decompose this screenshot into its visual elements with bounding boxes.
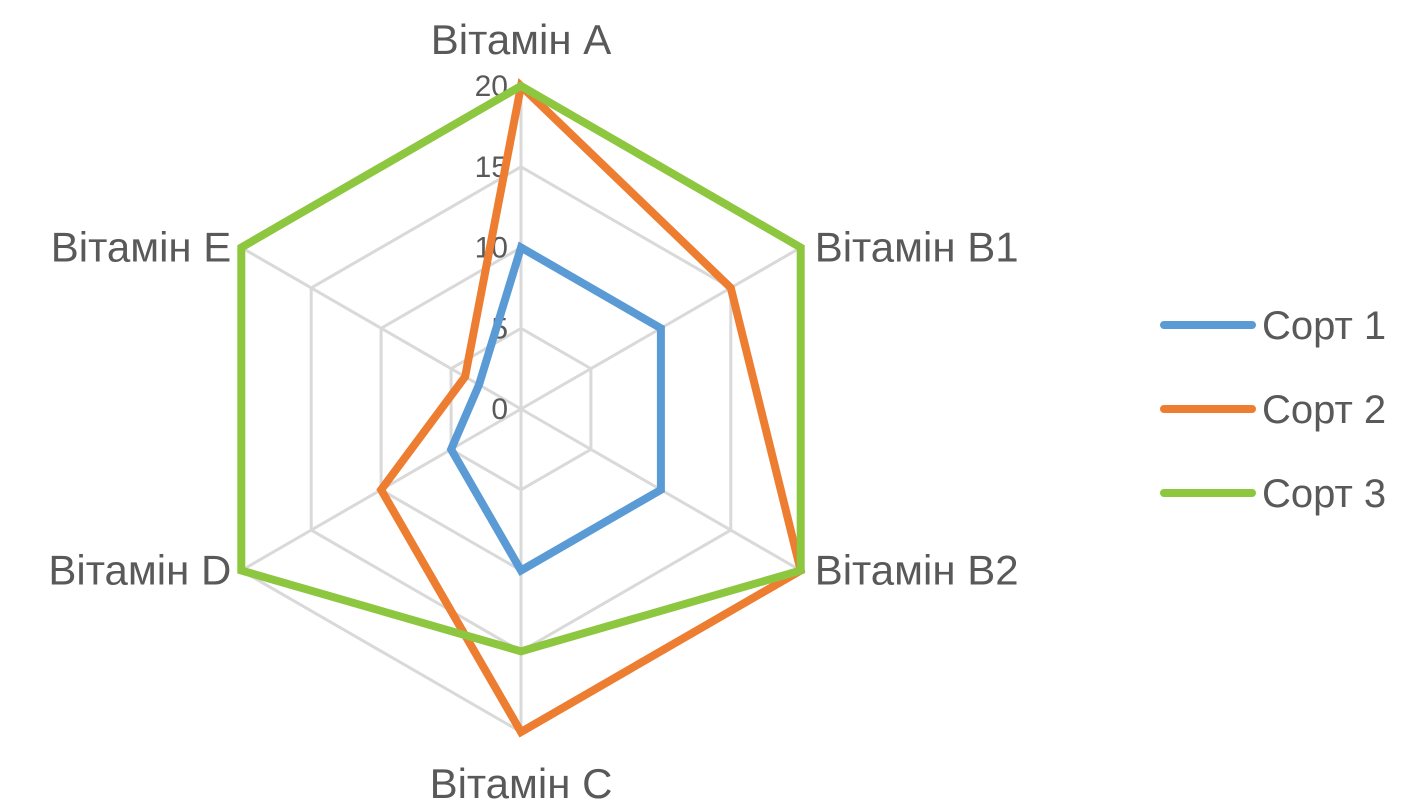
legend-label: Сорт 2 [1262,388,1387,432]
category-label: Вітамін B2 [814,546,1019,594]
legend-label: Сорт 3 [1262,472,1387,516]
tick-label: 15 [474,150,508,184]
legend-label: Сорт 1 [1262,304,1387,348]
tick-label: 10 [474,231,508,265]
tick-label: 0 [491,393,508,426]
category-labels [48,16,1018,804]
category-label: Вітамін C [429,760,613,804]
radar-grid [241,86,800,732]
category-label: Вітамін B1 [814,223,1019,271]
tick-label: 20 [474,70,508,103]
legend [1164,304,1386,516]
tick-label: 5 [491,312,508,346]
category-label: Вітамін A [430,16,612,63]
category-label: Вітамін D [48,546,232,594]
category-label: Вітамін E [50,223,232,271]
